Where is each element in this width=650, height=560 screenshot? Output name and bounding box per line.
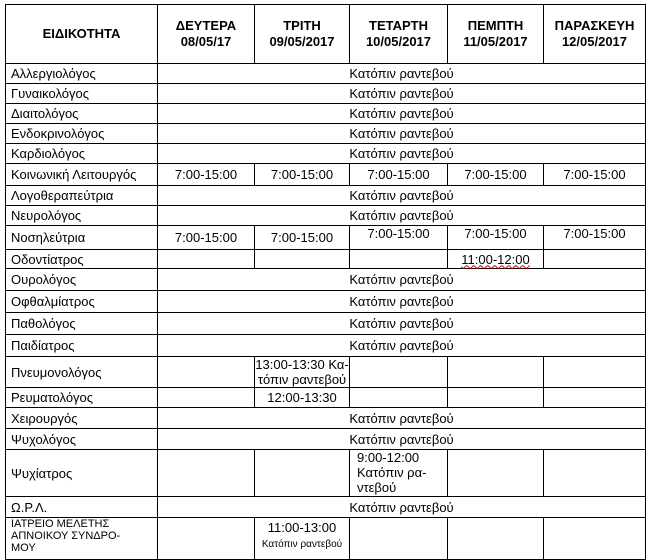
- hours-cell-friday: 7:00-15:00: [544, 226, 646, 250]
- table-row: [6, 429, 646, 450]
- header-day-wednesday: ΤΕΤΑΡΤΗ 10/05/2017: [350, 5, 448, 64]
- hours-cell-wednesday: 7:00-15:00: [350, 164, 448, 186]
- appointment-cell: Κατόπιν ραντεβού: [158, 186, 646, 206]
- empty-cell: [544, 518, 646, 560]
- table-row: [6, 335, 646, 357]
- specialty-name: Λογοθεραπεύτρια: [6, 186, 158, 206]
- empty-cell: [158, 357, 255, 388]
- table-row: [6, 291, 646, 313]
- appointment-cell: Κατόπιν ραντεβού: [158, 429, 646, 450]
- table-row: [6, 206, 646, 226]
- empty-cell: [544, 357, 646, 388]
- appointment-cell: Κατόπιν ραντεβού: [158, 291, 646, 313]
- hours-cell-monday: 7:00-15:00: [158, 226, 255, 250]
- empty-cell: [350, 250, 448, 269]
- appointment-cell: Κατόπιν ραντεβού: [158, 124, 646, 144]
- hours-cell-monday: 7:00-15:00: [158, 164, 255, 186]
- hours-cell-tuesday: 12:00-13:30: [255, 388, 350, 408]
- specialty-name: Παιδίατρος: [6, 335, 158, 357]
- appointment-cell: Κατόπιν ραντεβού: [158, 104, 646, 124]
- specialty-name: Αλλεργιολόγος: [6, 64, 158, 84]
- empty-cell: [255, 450, 350, 497]
- empty-cell: [448, 388, 544, 408]
- specialty-name: Γυναικολόγος: [6, 84, 158, 104]
- empty-cell: [350, 388, 448, 408]
- hours-cell-thursday: 7:00-15:00: [448, 226, 544, 250]
- empty-cell: [350, 357, 448, 388]
- specialty-name: Κοινωνική Λειτουργός: [6, 164, 158, 186]
- header-day-thursday: ΠΕΜΠΤΗ 11/05/2017: [448, 5, 544, 64]
- table-row: [6, 313, 646, 335]
- appointment-cell: Κατόπιν ραντεβού: [158, 206, 646, 226]
- empty-cell: [448, 450, 544, 497]
- header-row: [6, 5, 646, 64]
- appointment-cell: Κατόπιν ραντεβού: [158, 144, 646, 164]
- table-row: [6, 226, 646, 250]
- specialty-name: Ενδοκρινολόγος: [6, 124, 158, 144]
- specialty-name: Νοσηλεύτρια: [6, 226, 158, 250]
- empty-cell: [448, 357, 544, 388]
- empty-cell: [448, 518, 544, 560]
- specialty-name: Οφθαλμίατρος: [6, 291, 158, 313]
- table-row: [6, 144, 646, 164]
- specialty-name: Ουρολόγος: [6, 269, 158, 291]
- table-row: [6, 388, 646, 408]
- appointment-cell: Κατόπιν ραντεβού: [158, 335, 646, 357]
- specialty-name: Οδοντίατρος: [6, 250, 158, 269]
- specialty-name: Καρδιολόγος: [6, 144, 158, 164]
- empty-cell: [158, 518, 255, 560]
- schedule-table: [5, 4, 646, 560]
- empty-cell: [158, 250, 255, 269]
- table-row: [6, 124, 646, 144]
- table-row: [6, 450, 646, 497]
- table-row: [6, 164, 646, 186]
- table-row: [6, 497, 646, 518]
- hours-cell-wednesday: 7:00-15:00: [350, 226, 448, 250]
- empty-cell: [255, 250, 350, 269]
- empty-cell: [544, 450, 646, 497]
- hours-cell-wednesday: 9:00-12:00 Κατόπιν ρα- ντεβού: [350, 450, 448, 497]
- empty-cell: [158, 450, 255, 497]
- table-row: [6, 250, 646, 269]
- hours-text: 11:00-12:00: [461, 251, 530, 267]
- header-day-tuesday: ΤΡΙΤΗ 09/05/2017: [255, 5, 350, 64]
- specialty-name: Ψυχολόγος: [6, 429, 158, 450]
- hours-cell-tuesday: 13:00-13:30 Κα- τόπιν ραντεβού: [255, 357, 349, 387]
- specialty-name: ΙΑΤΡΕΙΟ ΜΕΛΕΤΗΣ ΑΠΝΟΙΚΟΥ ΣΥΝΔΡΟ- ΜΟΥ: [6, 518, 158, 560]
- empty-cell: [544, 250, 646, 269]
- header-day-friday: ΠΑΡΑΣΚΕΥΗ 12/05/2017: [544, 5, 646, 64]
- specialty-name: Νευρολόγος: [6, 206, 158, 226]
- specialty-name: Παθολόγος: [6, 313, 158, 335]
- hours-cell-tuesday: 7:00-15:00: [255, 164, 350, 186]
- table-row: [6, 408, 646, 429]
- hours-cell-thursday: [448, 250, 544, 269]
- table-row: [6, 104, 646, 124]
- table-row: [6, 269, 646, 291]
- empty-cell: [544, 388, 646, 408]
- hours-cell-friday: 7:00-15:00: [544, 164, 646, 186]
- appointment-cell: Κατόπιν ραντεβού: [158, 497, 646, 518]
- specialty-name: Πνευμονολόγος: [6, 357, 158, 388]
- appointment-cell: Κατόπιν ραντεβού: [158, 84, 646, 104]
- empty-cell: [350, 518, 448, 560]
- appointment-cell: Κατόπιν ραντεβού: [158, 269, 646, 291]
- empty-cell: [158, 388, 255, 408]
- table-row: [6, 357, 646, 388]
- appointment-cell: Κατόπιν ραντεβού: [158, 408, 646, 429]
- appointment-cell: Κατόπιν ραντεβού: [158, 64, 646, 84]
- hours-cell-tuesday: 7:00-15:00: [255, 226, 350, 250]
- hours-cell-thursday: 7:00-15:00: [448, 164, 544, 186]
- specialty-name: Ω.Ρ.Λ.: [6, 497, 158, 518]
- table-row: [6, 186, 646, 206]
- hours-cell-tuesday: 11:00-13:00 Κατόπιν ραντεβού: [255, 518, 350, 560]
- header-specialty: ΕΙΔΙΚΟΤΗΤΑ: [6, 5, 158, 64]
- table-row: [6, 84, 646, 104]
- specialty-name: Χειρουργός: [6, 408, 158, 429]
- table-row: [6, 64, 646, 84]
- table-row: [6, 518, 646, 560]
- appointment-cell: Κατόπιν ραντεβού: [158, 313, 646, 335]
- specialty-name: Ρευματολόγος: [6, 388, 158, 408]
- specialty-name: Ψυχίατρος: [6, 450, 158, 497]
- specialty-name: Διαιτολόγος: [6, 104, 158, 124]
- header-day-monday: ΔΕΥΤΕΡΑ 08/05/17: [158, 5, 255, 64]
